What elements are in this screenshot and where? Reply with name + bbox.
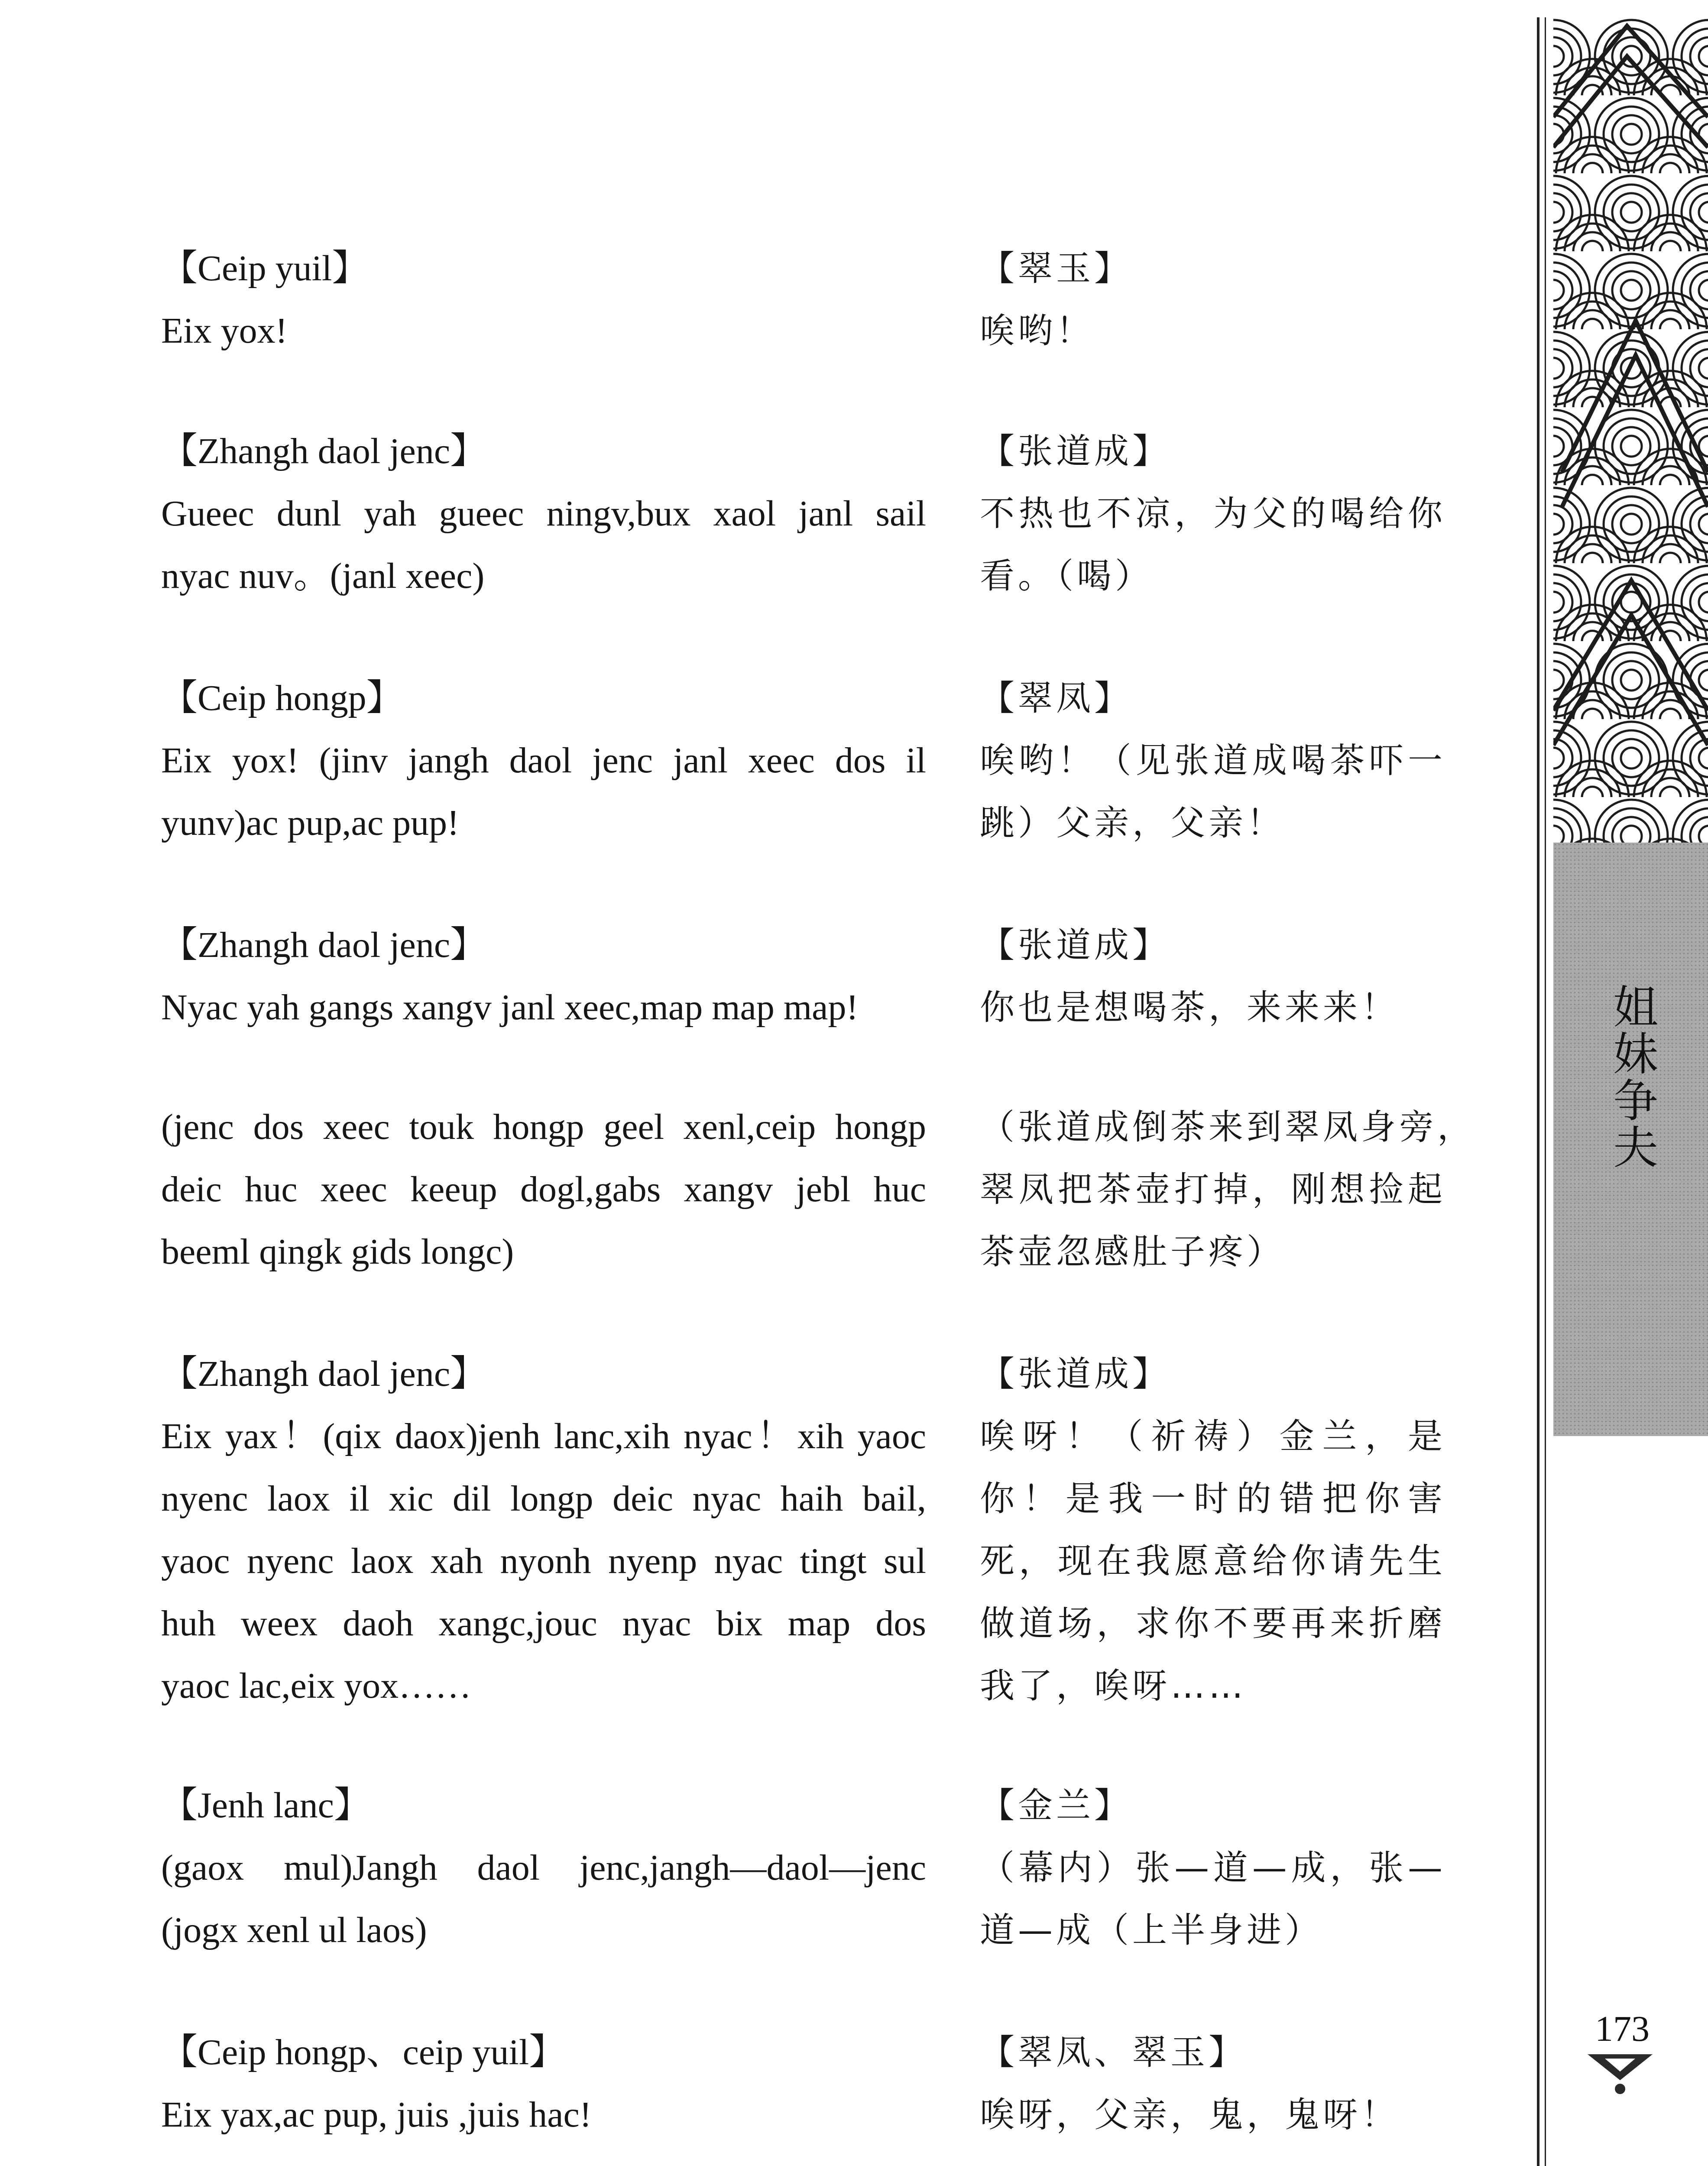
dialogue-block (980, 1774, 1446, 1962)
speaker-name: 【Jenh lanc】 (161, 1785, 370, 1826)
dialogue-line: yaoc lac,eix yox…… (161, 1666, 472, 1706)
cloud-pattern-decoration (1553, 17, 1708, 843)
ornament-icon (1588, 2054, 1653, 2095)
dialogue-line: Eix yax！(qix daox)jenh lanc,xih nyac！xih yaoc (161, 1416, 926, 1456)
speaker-name: 【翠凤、翠玉】 (980, 2032, 1247, 2072)
stage-direction-line: 翠凤把茶壶打掉，刚想捡起 (980, 1169, 1446, 1209)
page-number: 173 (1595, 2009, 1650, 2049)
speaker-name: 【张道成】 (980, 1354, 1170, 1394)
speaker-name: 【Ceip hongp】 (161, 678, 403, 718)
dialogue-line: 唉哟！ (980, 311, 1094, 351)
dialogue-block (980, 914, 1446, 1039)
speaker-name: 【金兰】 (980, 1785, 1132, 1826)
speaker-name: 【Zhangh daol jenc】 (161, 431, 487, 471)
margin-rule (1545, 17, 1546, 2166)
dialogue-line: (gaox mul)Jangh daol jenc,jangh—daol—jenc (161, 1848, 926, 1888)
stage-direction-block (161, 1096, 926, 1283)
dialogue-line: yunv)ac pup,ac pup! (161, 803, 460, 843)
speaker-name: 【Zhangh daol jenc】 (161, 1354, 487, 1394)
dialogue-line: 做道场，求你不要再来折磨 (980, 1603, 1446, 1644)
speaker-name: 【Ceip hongp、ceip yuil】 (161, 2032, 566, 2072)
dialogue-line: 唉呀！（祈祷）金兰，是 (980, 1416, 1446, 1456)
dialogue-line: 道—成（上半身进） (980, 1910, 1323, 1950)
stage-direction-line: 茶壶忽感肚子疼） (980, 1232, 1285, 1272)
dialogue-line: nyenc laox il xic dil longp deic nyac haih bail, (161, 1479, 926, 1519)
dialogue-block (980, 1343, 1446, 1717)
stage-direction-line: （张道成倒茶来到翠凤身旁， (980, 1107, 1475, 1147)
dialogue-block (980, 420, 1446, 607)
stage-direction-line: (jenc dos xeec touk hongp geel xenl,ceip hongp (161, 1107, 926, 1147)
speaker-name: 【翠玉】 (980, 248, 1132, 289)
dialogue-line: Eix yox! (161, 311, 288, 351)
dialogue-line: 不热也不凉，为父的喝给你 (980, 493, 1446, 534)
dialogue-block (161, 2021, 926, 2146)
dialogue-line: huh weex daoh xangc,jouc nyac bix map dos (161, 1603, 926, 1644)
speaker-name: 【翠凤】 (980, 678, 1132, 718)
dialogue-line: Eix yax,ac pup, juis ,juis hac! (161, 2095, 592, 2135)
dialogue-line: yaoc nyenc laox xah nyonh nyenp nyac tingt sul (161, 1541, 926, 1581)
dialogue-line: 我了，唉呀…… (980, 1666, 1247, 1706)
dialogue-block (161, 237, 926, 362)
dialogue-line: （幕内）张—道—成，张— (980, 1848, 1446, 1888)
dialogue-block (980, 667, 1446, 854)
dialogue-line: 唉呀，父亲，鬼，鬼呀！ (980, 2095, 1399, 2135)
dialogue-line: Eix yox! (jinv jangh daol jenc janl xeec dos il (161, 740, 926, 781)
dialogue-line: 你！是我一时的错把你害 (980, 1479, 1446, 1519)
stage-direction-block (980, 1096, 1475, 1283)
dialogue-line: Nyac yah gangs xangv janl xeec,map map map! (161, 987, 859, 1028)
speaker-name: 【Ceip yuil】 (161, 248, 369, 289)
speaker-name: 【张道成】 (980, 431, 1170, 471)
stage-direction-line: deic huc xeec keeup dogl,gabs xangv jebl huc (161, 1169, 926, 1209)
dialogue-block (161, 667, 926, 854)
speaker-name: 【张道成】 (980, 925, 1170, 965)
speaker-name: 【Zhangh daol jenc】 (161, 925, 487, 965)
dialogue-line: (jogx xenl ul laos) (161, 1910, 427, 1950)
dialogue-line: 看。（喝） (980, 556, 1153, 596)
dialogue-line: 唉哟！（见张道成喝茶吓一 (980, 740, 1446, 781)
dialogue-block (161, 1343, 926, 1717)
chapter-title: 姐妹争夫 (1605, 983, 1658, 1171)
dialogue-block (980, 237, 1446, 362)
dialogue-block (161, 914, 926, 1039)
dialogue-line: Gueec dunl yah gueec ningv,bux xaol janl sail (161, 493, 926, 534)
dialogue-block (980, 2021, 1446, 2146)
dialogue-line: 死，现在我愿意给你请先生 (980, 1541, 1446, 1581)
stage-direction-line: beeml qingk gids longc) (161, 1232, 514, 1272)
dialogue-block (161, 1774, 926, 1962)
margin-rule (1537, 17, 1539, 2166)
dialogue-line: 跳）父亲，父亲！ (980, 803, 1285, 843)
dialogue-block (161, 420, 926, 607)
dialogue-line: nyac nuv。(janl xeec) (161, 556, 485, 596)
dialogue-line: 你也是想喝茶，来来来！ (980, 987, 1399, 1028)
